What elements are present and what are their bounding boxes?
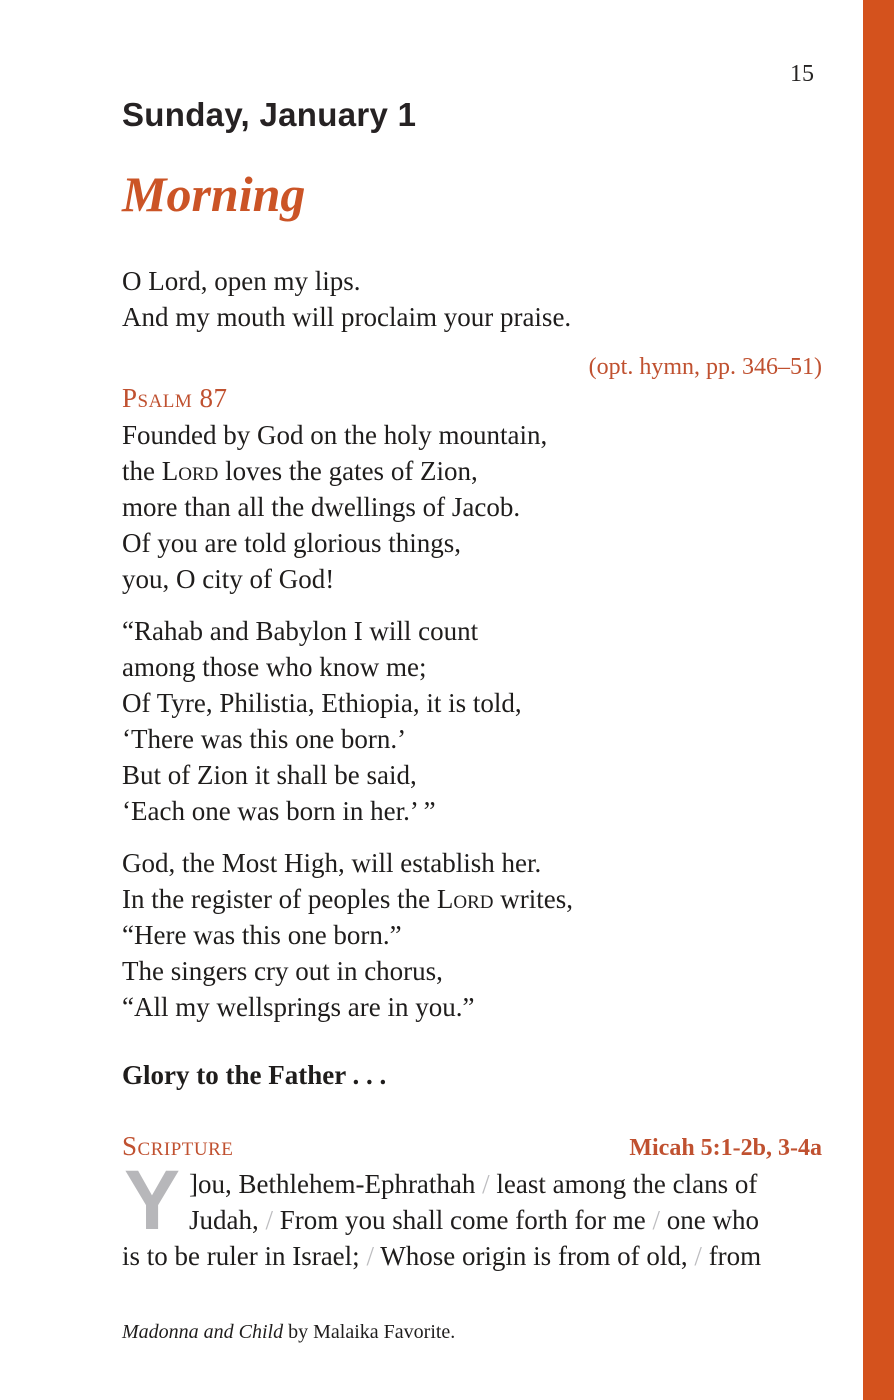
psalm-line: Founded by God on the holy mountain, (122, 420, 548, 450)
verse-slash: / (482, 1169, 490, 1199)
psalm-line: The singers cry out in chorus, (122, 956, 443, 986)
verse-slash: / (652, 1205, 660, 1235)
scripture-header (122, 1130, 822, 1165)
psalm-line: Of Tyre, Philistia, Ethiopia, it is told, (122, 688, 522, 718)
scripture-line: Judah, / From you shall come forth for me / one who (189, 1205, 759, 1235)
drop-cap: Y (124, 1153, 181, 1247)
invitatory-line: O Lord, open my lips. (122, 266, 361, 296)
psalm-line: Of you are told glorious things, (122, 528, 461, 558)
scripture-line: ]ou, Bethlehem-Ephrathah / least among the clans of (189, 1169, 758, 1199)
right-accent-bar (863, 0, 894, 1400)
psalm-stanzas (122, 417, 822, 1025)
psalm-line: “All my wellsprings are in you.” (122, 992, 475, 1022)
psalm-line: God, the Most High, will establish her. (122, 848, 542, 878)
psalm-line: “Here was this one born.” (122, 920, 402, 950)
invitatory-lines (122, 263, 822, 335)
psalm-line: ‘There was this one born.’ (122, 724, 407, 754)
scripture-reference: Micah 5:1-2b, 3-4a (629, 1135, 822, 1161)
scripture-label: Scripture (122, 1131, 234, 1161)
verse-slash: / (265, 1205, 274, 1235)
artwork-title: Madonna and Child (122, 1321, 284, 1343)
page-content (122, 0, 822, 1346)
artwork-credit (122, 1319, 822, 1346)
doxology: Glory to the Father . . . (122, 1060, 387, 1090)
verse-slash: / (694, 1241, 702, 1271)
psalm-stanza (122, 417, 822, 597)
psalm-stanza (122, 845, 822, 1025)
scripture-body (122, 1153, 822, 1274)
psalm-line: ‘Each one was born in her.’ ” (122, 796, 436, 826)
invitatory-line: And my mouth will proclaim your praise. (122, 302, 572, 332)
psalm-line: more than all the dwellings of Jacob. (122, 492, 521, 522)
hymn-note: (opt. hymn, pp. 346–51) (588, 354, 822, 380)
psalm-line: you, O city of God! (122, 564, 335, 594)
psalm-line: the Lord loves the gates of Zion, (122, 456, 478, 486)
scripture-line: is to be ruler in Israel; / Whose origin is from of old, / from (122, 1241, 762, 1271)
date-heading: Sunday, January 1 (122, 96, 417, 133)
psalm-label: Psalm 87 (122, 383, 228, 413)
psalm-line: among those who know me; (122, 652, 427, 682)
hour-title: Morning (122, 166, 306, 222)
psalm-line: “Rahab and Babylon I will count (122, 616, 479, 646)
page-number: 15 (790, 61, 814, 87)
artwork-credit-rest: by Malaika Favorite. (283, 1321, 456, 1343)
psalm-stanza (122, 613, 822, 829)
verse-slash: / (366, 1241, 374, 1271)
psalm-line: In the register of peoples the Lord writes, (122, 884, 573, 914)
psalm-line: But of Zion it shall be said, (122, 760, 417, 790)
scripture-lines (122, 1153, 822, 1274)
